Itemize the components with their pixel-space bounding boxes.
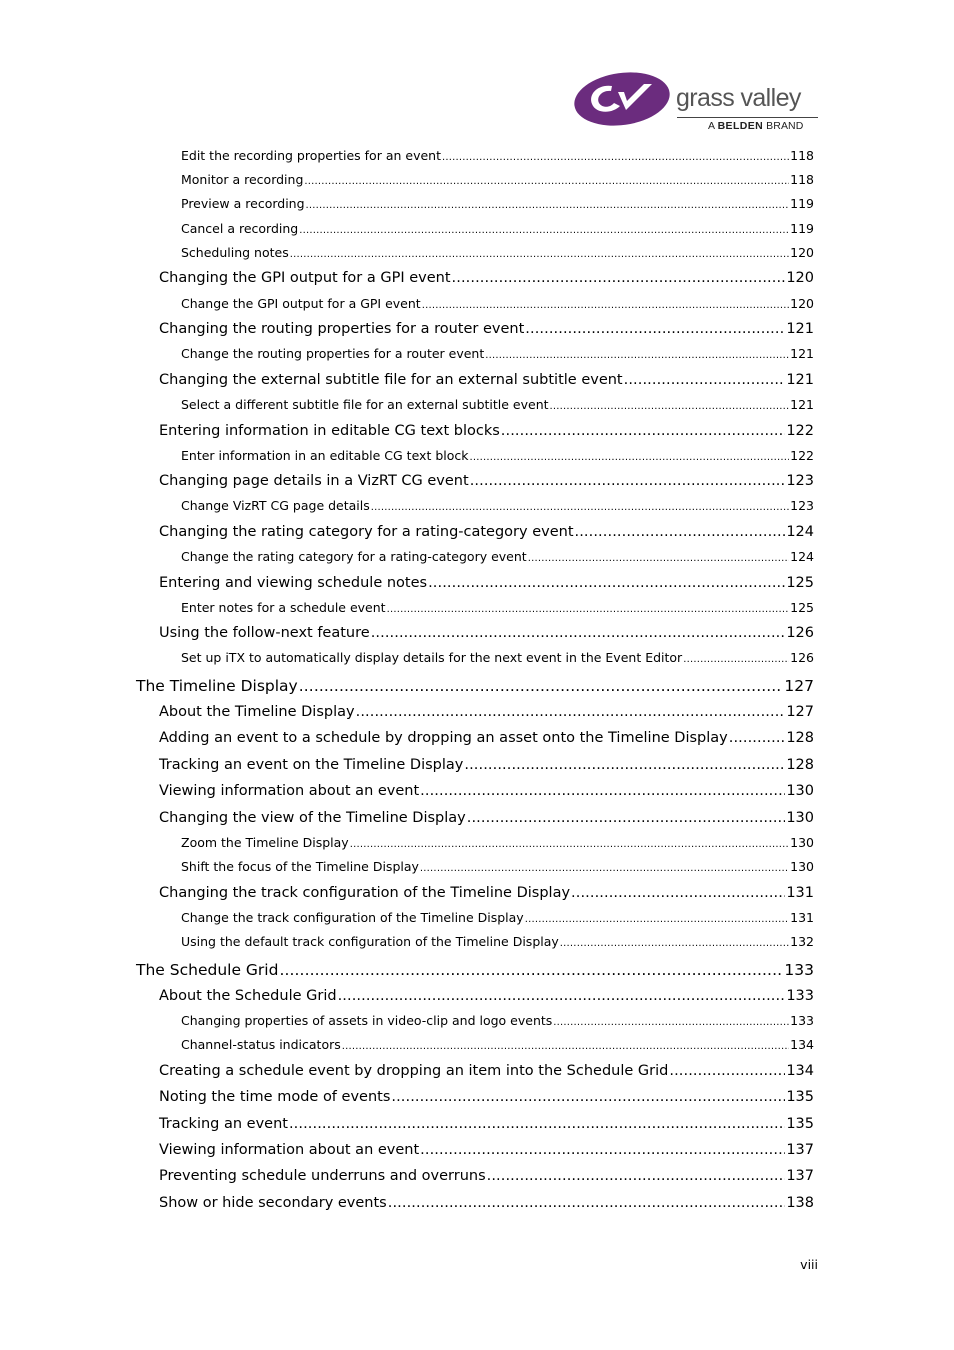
brand-tagline [708,120,803,132]
toc-entry-page: 124 [786,524,814,540]
toc-dot-leader [304,176,789,187]
toc-dot-leader [428,575,785,591]
toc-dot-leader [550,401,790,412]
toc-dot-leader [464,757,785,773]
toc-entry-level-3[interactable] [181,934,814,952]
toc-entry-level-3[interactable] [181,196,814,214]
toc-entry-level-2[interactable] [159,730,814,750]
toc-entry-title: Using the default track configuration of the Timeline Display [181,934,559,949]
toc-entry-level-2[interactable] [159,625,814,645]
toc-entry-title: Select a different subtitle file for an external subtitle event [181,397,549,412]
toc-entry-title: Changing the rating category for a rating-category event [159,524,574,540]
toc-entry-level-3[interactable] [181,221,814,239]
toc-entry-page: 135 [786,1116,814,1132]
toc-entry-page: 138 [786,1195,814,1211]
toc-dot-leader [624,372,786,388]
toc-dot-leader [485,350,789,361]
toc-dot-leader [420,783,785,799]
toc-entry-level-3[interactable] [181,859,814,877]
toc-dot-leader [388,1195,786,1211]
toc-entry-level-2[interactable] [159,704,814,724]
toc-entry-title: Entering information in editable CG text blocks [159,423,500,439]
toc-entry-page: 134 [790,1037,814,1052]
toc-dot-leader [306,200,790,211]
toc-dot-leader [279,961,783,979]
toc-entry-title: About the Schedule Grid [159,988,337,1004]
toc-entry-title: Tracking an event [159,1116,288,1132]
toc-entry-page: 137 [786,1142,814,1158]
toc-entry-level-2[interactable] [159,885,814,905]
toc-dot-leader [470,473,786,489]
toc-entry-title: Changing the external subtitle file for an external subtitle event [159,372,623,388]
toc-entry-page: 127 [786,704,814,720]
toc-entry-page: 132 [790,934,814,949]
toc-entry-level-3[interactable] [181,1013,814,1031]
toc-entry-title: Change the track configuration of the Timeline Display [181,910,524,925]
toc-dot-leader [290,249,789,260]
tagline-suffix: BRAND [766,120,804,132]
toc-entry-level-2[interactable] [159,1168,814,1188]
toc-entry-level-2[interactable] [159,783,814,803]
toc-entry-level-3[interactable] [181,172,814,190]
toc-dot-leader [470,452,790,463]
toc-entry-level-2[interactable] [159,988,814,1008]
toc-entry-title: Using the follow-next feature [159,625,370,641]
toc-entry-page: 120 [790,245,814,260]
toc-entry-title: Creating a schedule event by dropping an item into the Schedule Grid [159,1063,669,1079]
toc-entry-level-2[interactable] [159,473,814,493]
tagline-prefix: A [708,120,715,132]
toc-entry-page: 130 [790,835,814,850]
toc-dot-leader [422,300,789,311]
toc-entry-title: Changing page details in a VizRT CG event [159,473,469,489]
toc-entry-level-2[interactable] [159,1195,814,1215]
toc-entry-level-2[interactable] [159,1089,814,1109]
toc-entry-level-3[interactable] [181,1037,814,1055]
toc-entry-level-3[interactable] [181,148,814,166]
toc-entry-page: 133 [790,1013,814,1028]
toc-entry-title: Enter notes for a schedule event [181,600,386,615]
toc-dot-leader [467,810,786,826]
toc-entry-title: Show or hide secondary events [159,1195,387,1211]
toc-dot-leader [371,502,789,513]
toc-entry-title: Shift the focus of the Timeline Display [181,859,419,874]
toc-entry-level-2[interactable] [159,321,814,341]
toc-entry-level-3[interactable] [181,549,814,567]
toc-dot-leader [299,677,784,695]
toc-entry-title: Changing the routing properties for a router event [159,321,525,337]
toc-entry-level-2[interactable] [159,423,814,443]
toc-dot-leader [683,654,789,665]
toc-entry-level-3[interactable] [181,835,814,853]
toc-dot-leader [571,885,785,901]
toc-entry-level-2[interactable] [159,1116,814,1136]
toc-entry-level-3[interactable] [181,296,814,314]
toc-entry-page: 121 [786,372,814,388]
toc-entry-level-2[interactable] [159,1142,814,1162]
toc-entry-level-3[interactable] [181,650,814,668]
toc-entry-title: Edit the recording properties for an event [181,148,441,163]
toc-dot-leader [371,625,786,641]
toc-entry-page: 123 [790,498,814,513]
toc-entry-level-3[interactable] [181,498,814,516]
toc-entry-title: Cancel a recording [181,221,299,236]
toc-dot-leader [501,423,786,439]
toc-entry-title: Changing properties of assets in video-clip and logo events [181,1013,553,1028]
toc-entry-title: Adding an event to a schedule by dropping an asset onto the Timeline Display [159,730,728,746]
toc-dot-leader [575,524,786,540]
toc-dot-leader [669,1063,785,1079]
toc-entry-title: Viewing information about an event [159,1142,420,1158]
toc-entry-page: 119 [790,196,814,211]
toc-entry-title: Zoom the Timeline Display [181,835,349,850]
toc-entry-title: Viewing information about an event [159,783,420,799]
toc-dot-leader [350,839,789,850]
tagline-brand: BELDEN [717,120,764,132]
toc-dot-leader [729,730,786,746]
toc-entry-page: 118 [790,148,814,163]
toc-entry-level-2[interactable] [159,270,814,290]
toc-entry-page: 130 [786,810,814,826]
toc-entry-page: 128 [786,730,814,746]
toc-entry-title: Changing the track configuration of the Timeline Display [159,885,571,901]
toc-entry-level-3[interactable] [181,397,814,415]
toc-entry-page: 135 [786,1089,814,1105]
toc-entry-level-2[interactable] [159,372,814,392]
toc-entry-page: 130 [790,859,814,874]
toc-dot-leader [391,1089,785,1105]
toc-entry-page: 133 [784,961,814,979]
toc-entry-title: The Timeline Display [136,677,298,695]
toc-entry-page: 131 [786,885,814,901]
toc-entry-page: 121 [786,321,814,337]
toc-entry-level-3[interactable] [181,346,814,364]
toc-entry-level-3[interactable] [181,245,814,263]
toc-entry-title: Scheduling notes [181,245,289,260]
toc-entry-level-2[interactable] [159,1063,814,1083]
toc-entry-page: 125 [790,600,814,615]
toc-entry-title: Change the GPI output for a GPI event [181,296,421,311]
toc-entry-page: 130 [786,783,814,799]
toc-dot-leader [525,914,789,925]
toc-entry-page: 120 [786,270,814,286]
toc-entry-title: The Schedule Grid [136,961,279,979]
toc-entry-page: 128 [786,757,814,773]
toc-dot-leader [420,1142,785,1158]
toc-entry-page: 121 [790,346,814,361]
toc-entry-level-2[interactable] [159,757,814,777]
toc-dot-leader [289,1116,785,1132]
toc-entry-page: 133 [786,988,814,1004]
toc-dot-leader [560,938,789,949]
toc-dot-leader [553,1017,789,1028]
toc-entry-page: 134 [786,1063,814,1079]
toc-entry-page: 122 [790,448,814,463]
toc-dot-leader [525,321,785,337]
toc-entry-title: Change the routing properties for a router event [181,346,485,361]
toc-entry-page: 119 [790,221,814,236]
toc-entry-title: Enter information in an editable CG text block [181,448,469,463]
toc-dot-leader [338,988,786,1004]
toc-dot-leader [387,604,790,615]
toc-entry-title: Channel-status indicators [181,1037,341,1052]
toc-dot-leader [442,152,789,163]
toc-entry-title: Change VizRT CG page details [181,498,370,513]
toc-entry-level-2[interactable] [159,810,814,830]
toc-dot-leader [299,225,789,236]
toc-entry-page: 126 [790,650,814,665]
toc-entry-title: Tracking an event on the Timeline Display [159,757,464,773]
toc-entry-level-2[interactable] [159,524,814,544]
toc-entry-page: 137 [786,1168,814,1184]
toc-entry-level-1[interactable] [136,677,814,699]
toc-entry-page: 131 [790,910,814,925]
toc-dot-leader [528,553,789,564]
toc-entry-page: 121 [790,397,814,412]
toc-entry-title: Changing the view of the Timeline Display [159,810,466,826]
brand-divider [677,117,818,118]
toc-entry-title: Monitor a recording [181,172,304,187]
toc-entry-level-1[interactable] [136,961,814,983]
toc-entry-page: 125 [786,575,814,591]
toc-entry-title: Preventing schedule underruns and overruns [159,1168,486,1184]
toc-entry-page: 126 [786,625,814,641]
toc-entry-title: Entering and viewing schedule notes [159,575,428,591]
toc-entry-title: Preview a recording [181,196,305,211]
toc-entry-page: 122 [786,423,814,439]
toc-entry-title: Changing the GPI output for a GPI event [159,270,451,286]
toc-entry-level-3[interactable] [181,600,814,618]
toc-dot-leader [487,1168,786,1184]
toc-dot-leader [452,270,786,286]
toc-entry-title: Noting the time mode of events [159,1089,391,1105]
toc-entry-page: 124 [790,549,814,564]
toc-entry-title: Change the rating category for a rating-category event [181,549,527,564]
toc-entry-page: 118 [790,172,814,187]
toc-dot-leader [342,1041,789,1052]
toc-entry-level-2[interactable] [159,575,814,595]
toc-entry-page: 127 [784,677,814,695]
brand-name: grass valley [676,84,801,112]
toc-dot-leader [420,863,789,874]
toc-entry-page: 123 [786,473,814,489]
page-number: viii [800,1257,818,1272]
toc-dot-leader [356,704,786,720]
toc-entry-level-3[interactable] [181,910,814,928]
toc-entry-page: 120 [790,296,814,311]
toc-entry-title: Set up iTX to automatically display details for the next event in the Event Editor [181,650,683,665]
toc-entry-title: About the Timeline Display [159,704,355,720]
toc-entry-level-3[interactable] [181,448,814,466]
